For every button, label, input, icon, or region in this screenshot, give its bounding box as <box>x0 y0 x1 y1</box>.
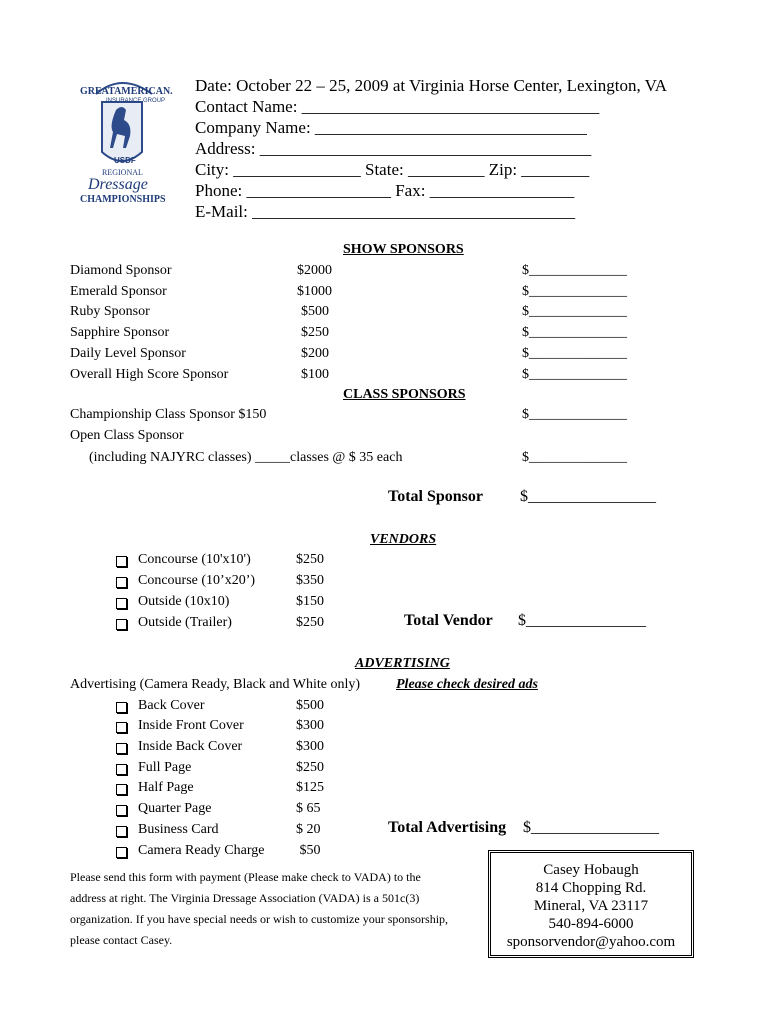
vendor-option[interactable] <box>116 593 376 613</box>
championship-class-sponsor: Championship Class Sponsor $150 <box>70 407 267 422</box>
sponsor-amount-field[interactable]: $______________ <box>522 346 627 361</box>
logo-dressage: Dressage <box>88 176 148 193</box>
sponsor-amount-field[interactable]: $______________ <box>522 284 627 299</box>
total-advertising-field[interactable]: $________________ <box>523 819 659 836</box>
total-advertising-label: Total Advertising <box>388 819 507 836</box>
ad-label: Back Cover <box>138 698 205 713</box>
vendor-label: Outside (Trailer) <box>138 615 232 630</box>
checkbox-icon[interactable] <box>116 764 127 775</box>
sponsor-amount-field[interactable]: $______________ <box>522 263 627 278</box>
sponsor-label: Sapphire Sponsor <box>70 325 170 340</box>
ad-label: Camera Ready Charge <box>138 843 265 858</box>
street-address: 814 Chopping Rd. <box>535 880 647 896</box>
total-sponsor-field[interactable]: $________________ <box>520 488 656 505</box>
checkbox-icon[interactable] <box>116 722 127 733</box>
logo-regional: REGIONAL <box>102 168 143 177</box>
vendor-price: $250 <box>296 615 324 630</box>
logo-brand: GREATAMERICAN. <box>80 86 173 97</box>
checkbox-icon[interactable] <box>116 702 127 713</box>
open-class-sponsor: Open Class Sponsor <box>70 428 184 443</box>
sponsor-price: $100 <box>301 367 329 382</box>
phone-fax-field[interactable]: Phone: _________________ Fax: _________________ <box>195 181 575 200</box>
address-field[interactable]: Address: _______________________________________ <box>195 139 592 158</box>
sponsor-label: Emerald Sponsor <box>70 284 167 299</box>
contact-name-field[interactable]: Contact Name: ___________________________________ <box>195 97 600 116</box>
championship-amount-field[interactable]: $______________ <box>522 407 627 422</box>
ad-option[interactable] <box>116 779 376 799</box>
total-sponsor-label: Total Sponsor <box>388 488 483 505</box>
logo-sub: INSURANCE GROUP <box>106 98 166 104</box>
ad-price: $300 <box>296 739 324 754</box>
vendors-heading: VENDORS <box>370 532 437 547</box>
sponsor-amount-field[interactable]: $______________ <box>522 367 627 382</box>
sponsor-price: $500 <box>301 304 329 319</box>
checkbox-icon[interactable] <box>116 577 127 588</box>
advertising-instruction: Please check desired ads <box>396 677 538 692</box>
sponsor-amount-field[interactable]: $______________ <box>522 304 627 319</box>
sponsor-price: $200 <box>301 346 329 361</box>
ad-label: Business Card <box>138 822 219 837</box>
ad-price: $500 <box>296 698 324 713</box>
ad-option[interactable] <box>116 800 376 820</box>
championship-logo <box>72 72 172 212</box>
najyrc-classes-line[interactable]: (including NAJYRC classes) _____classes @ $ 35 each <box>89 450 403 465</box>
ad-label: Half Page <box>138 780 194 795</box>
ad-price: $125 <box>296 780 324 795</box>
ad-option[interactable] <box>116 717 376 737</box>
email-address[interactable]: sponsorvendor@yahoo.com <box>506 934 676 950</box>
ad-label: Full Page <box>138 760 192 775</box>
phone-number: 540-894-6000 <box>548 916 634 932</box>
checkbox-icon[interactable] <box>116 556 127 567</box>
total-vendor-label: Total Vendor <box>404 612 493 629</box>
ad-price: $250 <box>296 760 324 775</box>
ad-option[interactable] <box>116 759 376 779</box>
show-sponsors-heading: SHOW SPONSORS <box>343 242 464 257</box>
sponsor-price: $250 <box>301 325 329 340</box>
vendor-label: Concourse (10’x20’) <box>138 573 256 588</box>
sponsor-label: Diamond Sponsor <box>70 263 172 278</box>
vendor-price: $250 <box>296 552 324 567</box>
checkbox-icon[interactable] <box>116 847 127 858</box>
checkbox-icon[interactable] <box>116 826 127 837</box>
checkbox-icon[interactable] <box>116 805 127 816</box>
ad-price: $ 65 <box>296 801 321 816</box>
logo-championships: CHAMPIONSHIPS <box>80 194 166 205</box>
sponsor-label: Overall High Score Sponsor <box>70 367 229 382</box>
total-vendor-field[interactable]: $_______________ <box>518 612 646 629</box>
mailing-address-box <box>488 850 694 958</box>
company-name-field[interactable]: Company Name: ________________________________ <box>195 118 587 137</box>
vendor-option[interactable] <box>116 614 376 634</box>
vendor-label: Concourse (10'x10') <box>138 552 251 567</box>
ad-label: Inside Back Cover <box>138 739 243 754</box>
open-class-amount-field[interactable]: $______________ <box>522 450 627 465</box>
vendor-price: $350 <box>296 573 324 588</box>
advertising-heading: ADVERTISING <box>355 656 450 671</box>
vendor-label: Outside (10x10) <box>138 594 230 609</box>
ad-option[interactable] <box>116 842 376 862</box>
checkbox-icon[interactable] <box>116 784 127 795</box>
ad-option[interactable] <box>116 697 376 717</box>
ad-label: Quarter Page <box>138 801 212 816</box>
city-state-zip: Mineral, VA 23117 <box>533 898 649 914</box>
checkbox-icon[interactable] <box>116 598 127 609</box>
checkbox-icon[interactable] <box>116 743 127 754</box>
city-state-zip-field[interactable]: City: _______________ State: _________ Zip: ________ <box>195 160 590 179</box>
payment-instructions: Please send this form with payment (Please make check to VADA) to the address at right. The Virginia Dressage Association (VADA) is a 501c(3) organization. If you have special needs or wish to customize your sponsorship, please contact Casey. <box>70 870 449 947</box>
ad-option[interactable] <box>116 738 376 758</box>
ad-price: $50 <box>296 843 321 858</box>
logo-usdf: USDF <box>114 156 136 165</box>
ad-price: $300 <box>296 718 324 733</box>
sponsor-price: $1000 <box>297 284 332 299</box>
checkbox-icon[interactable] <box>116 619 127 630</box>
event-date: Date: October 22 – 25, 2009 at Virginia Horse Center, Lexington, VA <box>195 76 668 95</box>
sponsor-amount-field[interactable]: $______________ <box>522 325 627 340</box>
ad-label: Inside Front Cover <box>138 718 244 733</box>
ad-price: $ 20 <box>296 822 321 837</box>
sponsor-label: Ruby Sponsor <box>70 304 150 319</box>
sponsor-price: $2000 <box>297 263 332 278</box>
sponsor-label: Daily Level Sponsor <box>70 346 186 361</box>
vendor-option[interactable] <box>116 572 376 592</box>
ad-option[interactable] <box>116 821 376 841</box>
email-field[interactable]: E-Mail: ______________________________________ <box>195 202 576 221</box>
class-sponsors-heading: CLASS SPONSORS <box>343 387 466 402</box>
vendor-price: $150 <box>296 594 324 609</box>
vendor-option[interactable] <box>116 551 376 571</box>
contact-person: Casey Hobaugh <box>543 862 639 878</box>
advertising-intro: Advertising (Camera Ready, Black and White only) <box>70 677 361 692</box>
